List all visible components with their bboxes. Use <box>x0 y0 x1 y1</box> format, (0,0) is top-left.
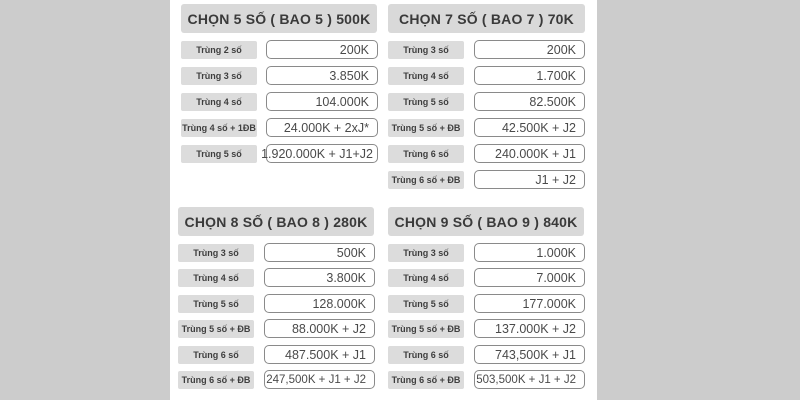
prize-table-page <box>170 0 597 400</box>
prize-row <box>388 144 585 165</box>
match-label: Trùng 6 số <box>178 346 254 364</box>
prize-row <box>388 92 585 113</box>
section-bao-8 <box>178 207 375 397</box>
prize-value: 177.000K <box>474 294 585 313</box>
prize-row <box>388 66 585 87</box>
prize-value: 743,500K + J1 <box>474 345 585 364</box>
match-label: Trùng 5 số <box>178 295 254 313</box>
prize-value: 104.000K <box>266 92 378 111</box>
prize-value: 487.500K + J1 <box>264 345 375 364</box>
match-label: Trùng 4 số + 1ĐB <box>181 119 257 137</box>
match-label: Trùng 6 số <box>388 346 464 364</box>
match-label: Trùng 3 số <box>388 244 464 262</box>
prize-row <box>178 268 375 289</box>
prize-row <box>388 370 585 391</box>
section-title: CHỌN 8 SỐ ( BAO 8 ) 280K <box>178 207 374 236</box>
match-label: Trùng 5 số + ĐB <box>388 320 464 338</box>
match-label: Trùng 6 số <box>388 145 464 163</box>
match-label: Trùng 3 số <box>178 244 254 262</box>
prize-value: 82.500K <box>474 92 585 111</box>
match-label: Trùng 5 số + ĐB <box>388 119 464 137</box>
prize-row <box>178 319 375 340</box>
match-label: Trùng 4 số <box>181 93 257 111</box>
match-label: Trùng 4 số <box>178 269 254 287</box>
prize-row <box>181 66 378 87</box>
match-label: Trùng 6 số + ĐB <box>388 171 464 189</box>
prize-value: 200K <box>474 40 585 59</box>
match-label: Trùng 3 số <box>388 41 464 59</box>
prize-value: 88.000K + J2 <box>264 319 375 338</box>
section-bao-7 <box>388 4 585 194</box>
prize-row <box>178 294 375 315</box>
prize-row <box>388 319 585 340</box>
prize-row <box>181 92 378 113</box>
prize-value: 503,500K + J1 + J2 <box>474 370 585 389</box>
prize-value: 1.700K <box>474 66 585 85</box>
prize-value: 247,500K + J1 + J2 <box>264 370 375 389</box>
match-label: Trùng 4 số <box>388 67 464 85</box>
prize-row <box>388 294 585 315</box>
section-title: CHỌN 7 SỐ ( BAO 7 ) 70K <box>388 4 585 33</box>
prize-value: 1.000K <box>474 243 585 262</box>
prize-value: 200K <box>266 40 378 59</box>
match-label: Trùng 4 số <box>388 269 464 287</box>
prize-value: J1 + J2 <box>474 170 585 189</box>
section-title: CHỌN 5 SỐ ( BAO 5 ) 500K <box>181 4 377 33</box>
prize-row <box>388 243 585 264</box>
prize-value: 500K <box>264 243 375 262</box>
prize-value: 240.000K + J1 <box>474 144 585 163</box>
prize-row <box>388 40 585 61</box>
prize-row <box>178 243 375 264</box>
prize-row <box>181 144 378 165</box>
prize-row <box>181 118 378 139</box>
prize-value: 7.000K <box>474 268 585 287</box>
prize-row <box>178 345 375 366</box>
section-bao-5 <box>181 4 378 184</box>
match-label: Trùng 5 số + ĐB <box>178 320 254 338</box>
prize-row <box>388 345 585 366</box>
prize-value: 137.000K + J2 <box>474 319 585 338</box>
section-bao-9 <box>388 207 585 397</box>
prize-row <box>388 118 585 139</box>
prize-row <box>181 40 378 61</box>
prize-value: 3.800K <box>264 268 375 287</box>
match-label: Trùng 2 số <box>181 41 257 59</box>
match-label: Trùng 3 số <box>181 67 257 85</box>
match-label: Trùng 5 số <box>181 145 257 163</box>
prize-value: 1.920.000K + J1+J2 <box>266 144 378 163</box>
section-title: CHỌN 9 SỐ ( BAO 9 ) 840K <box>388 207 584 236</box>
match-label: Trùng 5 số <box>388 295 464 313</box>
match-label: Trùng 6 số + ĐB <box>388 371 464 389</box>
match-label: Trùng 5 số <box>388 93 464 111</box>
prize-row <box>178 370 375 391</box>
prize-row <box>388 268 585 289</box>
prize-value: 3.850K <box>266 66 378 85</box>
prize-value: 128.000K <box>264 294 375 313</box>
match-label: Trùng 6 số + ĐB <box>178 371 254 389</box>
prize-value: 24.000K + 2xJ* <box>266 118 378 137</box>
prize-value: 42.500K + J2 <box>474 118 585 137</box>
prize-row <box>388 170 585 191</box>
